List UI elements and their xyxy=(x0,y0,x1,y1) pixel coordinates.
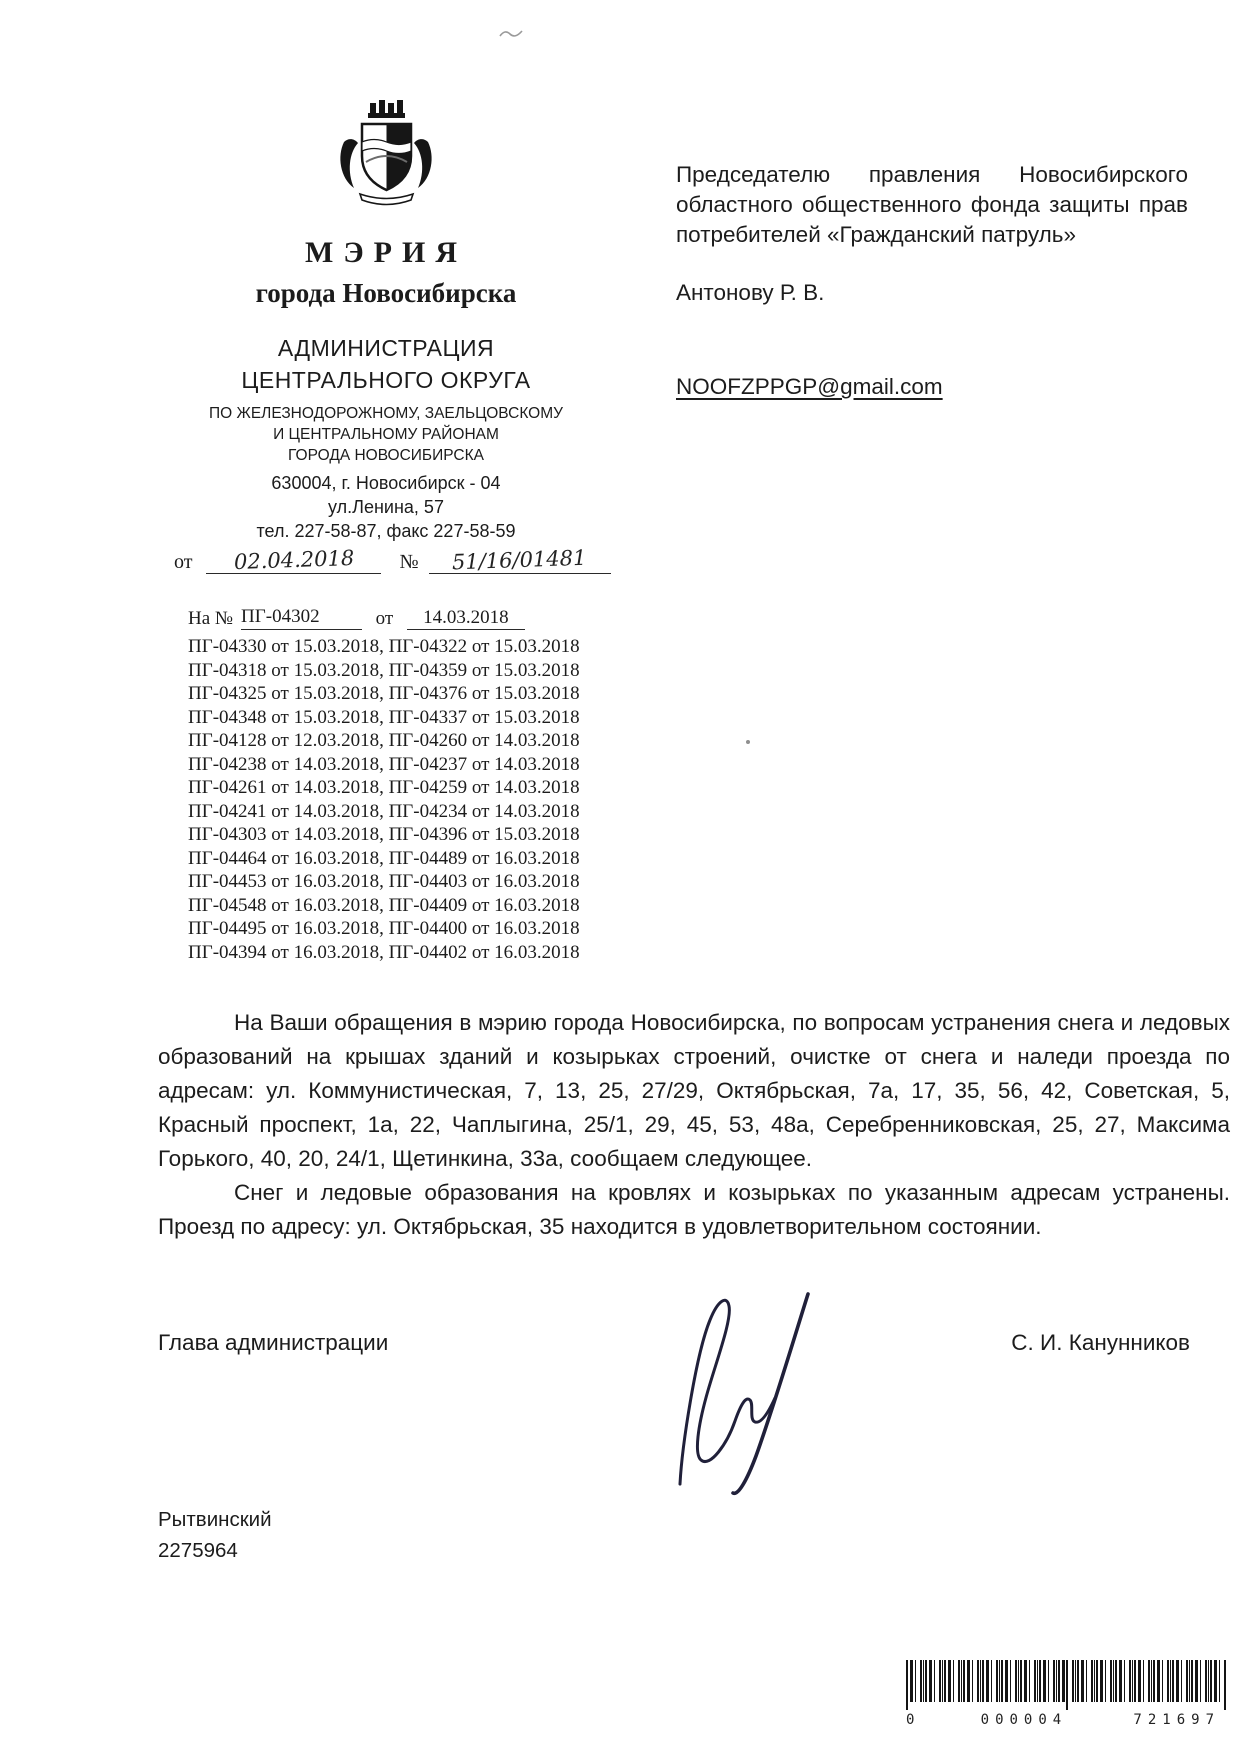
scan-artifact-dot xyxy=(746,740,750,744)
signoff-title: Глава администрации xyxy=(158,1330,389,1355)
outgoing-number-handwritten: 51/16/01481 xyxy=(451,545,588,575)
recipient-title: Председателю правления Новосибирского областного общественного фонда защиты прав потребителей «Гражданский патруль» xyxy=(676,162,1188,247)
inreply-ref-line: ПГ-04394 от 16.03.2018, ПГ-04402 от 16.03.2018 xyxy=(188,941,580,963)
org-name-line1: МЭРИЯ xyxy=(305,236,467,269)
inreply-number: ПГ-04302 xyxy=(241,606,362,630)
signoff-name: С. И. Канунников xyxy=(1011,1330,1190,1355)
department-line1: АДМИНИСТРАЦИЯ xyxy=(277,335,495,361)
recipient-email: NOOFZPPGP@gmail.com xyxy=(676,374,943,399)
inreply-ot-label: от xyxy=(375,608,394,629)
handwritten-signature-icon xyxy=(650,1288,860,1500)
outgoing-ref-row xyxy=(174,545,654,575)
executor-phone: 2275964 xyxy=(158,1539,238,1562)
inreply-ref-line: ПГ-04241 от 14.03.2018, ПГ-04234 от 14.03.2018 xyxy=(188,800,580,822)
phone-fax-line: тел. 227-58-87, факс 227-58-59 xyxy=(256,521,516,541)
barcode xyxy=(906,1660,1226,1728)
inreply-date: 14.03.2018 xyxy=(407,607,525,630)
coat-of-arms-icon xyxy=(168,100,604,212)
barcode-digits xyxy=(906,1712,1226,1728)
inreply-ref-line: ПГ-04303 от 14.03.2018, ПГ-04396 от 15.03.2018 xyxy=(188,824,580,845)
inreply-ref-line: ПГ-04318 от 15.03.2018, ПГ-04359 от 15.03.2018 xyxy=(188,659,580,681)
department-subline2: И ЦЕНТРАЛЬНОМУ РАЙОНАМ xyxy=(273,426,499,443)
department-line2: ЦЕНТРАЛЬНОГО ОКРУГА xyxy=(241,367,531,393)
recipient-block xyxy=(676,160,1188,400)
department-subline3: ГОРОДА НОВОСИБИРСКА xyxy=(288,447,484,464)
body-paragraph-1: На Ваши обращения в мэрию города Новосибирска, по вопросам устранения снега и ледовых образований на крышах зданий и козырьках строений, очистке от снега и наледи проезда по адресам: ул. Коммунистическая, 7, 13, 25, 27/29, Октябрьская, 7а, 17, 35, 56, 42, Советская, 5, Красный проспект, 1а, 22, Чаплыгина, 25/1, 29, 45, 53, 48а, Серебренниковская, 25, 27, Максима Горького, 40, 20, 24/1, Щетинкина, 33а, сообщаем следующее. xyxy=(158,1010,1230,1171)
barcode-bars-icon xyxy=(906,1660,1226,1702)
outgoing-date-handwritten: 02.04.2018 xyxy=(233,545,355,575)
inreply-reference-block xyxy=(188,606,658,964)
inreply-ref-line: ПГ-04548 от 16.03.2018, ПГ-04409 от 16.03.2018 xyxy=(188,894,580,916)
inreply-ref-line: ПГ-04348 от 15.03.2018, ПГ-04337 от 15.03.2018 xyxy=(188,706,580,728)
inreply-ref-line: ПГ-04330 от 15.03.2018, ПГ-04322 от 15.03.2018 xyxy=(188,636,580,657)
inreply-ref-line: ПГ-04495 от 16.03.2018, ПГ-04400 от 16.03.2018 xyxy=(188,918,580,939)
postal-address-line1: 630004, г. Новосибирск - 04 xyxy=(271,473,501,493)
postal-address-line2: ул.Ленина, 57 xyxy=(328,497,444,517)
inreply-ref-line: ПГ-04261 от 14.03.2018, ПГ-04259 от 14.03.2018 xyxy=(188,777,580,798)
inreply-ref-line: ПГ-04325 от 15.03.2018, ПГ-04376 от 15.03.2018 xyxy=(188,683,580,704)
outgoing-number-label: № xyxy=(399,551,419,573)
recipient-name: Антонову Р. В. xyxy=(676,280,825,305)
inreply-ref-line: ПГ-04128 от 12.03.2018, ПГ-04260 от 14.03.2018 xyxy=(188,730,580,751)
scan-artifact-mark xyxy=(498,26,524,42)
letterhead xyxy=(168,100,604,543)
inreply-label: На № xyxy=(188,608,234,629)
department-subline1: ПО ЖЕЛЕЗНОДОРОЖНОМУ, ЗАЕЛЬЦОВСКОМУ xyxy=(209,405,563,422)
inreply-head-row xyxy=(188,606,658,630)
outgoing-from-label: от xyxy=(174,551,193,573)
org-name-line2: города Новосибирска xyxy=(255,278,517,308)
body-paragraph-2: Снег и ледовые образования на кровлях и козырьках по указанным адресам устранены. Проезд по адресу: ул. Октябрьская, 35 находится в удовлетворительном состоянии. xyxy=(158,1180,1230,1239)
inreply-ref-line: ПГ-04238 от 14.03.2018, ПГ-04237 от 14.03.2018 xyxy=(188,753,580,775)
barcode-prefix: 0 xyxy=(906,1712,915,1728)
executor-name: Рытвинский xyxy=(158,1508,272,1531)
inreply-ref-line: ПГ-04453 от 16.03.2018, ПГ-04403 от 16.03.2018 xyxy=(188,871,580,892)
barcode-group2: 721697 xyxy=(1133,1712,1220,1728)
barcode-group1: 000004 xyxy=(980,1712,1068,1728)
executor-block xyxy=(158,1504,272,1566)
letter-body xyxy=(158,1006,1230,1244)
inreply-ref-line: ПГ-04464 от 16.03.2018, ПГ-04489 от 16.03.2018 xyxy=(188,847,580,869)
